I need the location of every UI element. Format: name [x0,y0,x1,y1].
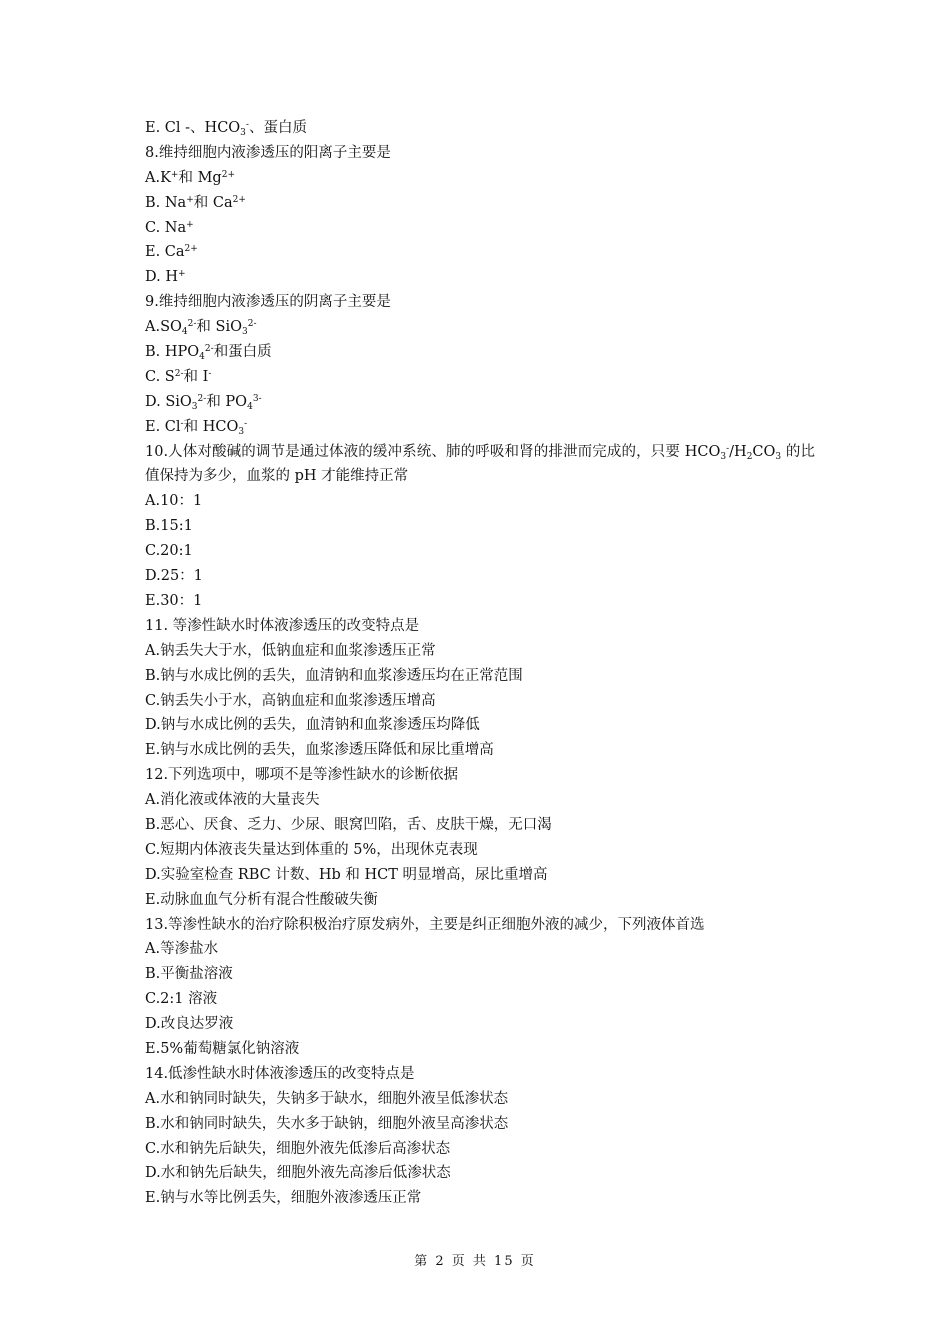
text-line: 13.等渗性缺水的治疗除积极治疗原发病外，主要是纠正细胞外液的减少，下列液体首选 [145,916,705,933]
text-line: E. Cl -、$HCO_3^-$、蛋白质 [145,120,307,138]
text-line: A.等渗盐水 [145,941,219,958]
text-line: D.实验室检查 RBC 计数、Hb 和 HCT 明显增高，尿比重增高 [145,866,548,883]
text-line: E.动脉血血气分析有混合性酸破失衡 [145,891,378,908]
text-line: D.钠与水成比例的丢失，血清钠和血浆渗透压均降低 [145,717,480,734]
text-line: B. Na+和 $Ca^{2+}$ [145,194,246,211]
text-line: D. H+ [145,269,186,286]
text-line: C.钠丢失小于水，高钠血症和血浆渗透压增高 [145,692,436,709]
text-line: C.20:1 [145,543,193,560]
text-line: $A.SO_4^{2-}$和 SiO$_3^{2-}$ [145,319,257,338]
text-line: C. Na+ [145,219,194,236]
text-line: 8.维持细胞内液渗透压的阳离子主要是 [145,144,391,161]
text-line: 10.人体对酸碱的调节是通过体液的缓冲系统、肺的呼吸和肾的排泄而完成的，只要 $HCO_3^-/H_2CO_3$ 的比值保持为多少，血浆的 pH 才能维持正常 [145,443,815,485]
text-line: D. SiO$_3^{2-}$和 $PO_4^{3-}$ [145,393,262,412]
text-line: A.消化液或体液的大量丧失 [145,792,320,809]
text-line: B.恶心、厌食、乏力、少尿、眼窝凹陷，舌、皮肤干燥，无口渴 [145,816,552,833]
text-line: A.10：1 [145,493,203,510]
text-line: 9.维持细胞内液渗透压的阴离子主要是 [145,294,391,311]
text-line: 14.低渗性缺水时体液渗透压的改变特点是 [145,1065,415,1082]
text-line: B.15:1 [145,518,193,535]
text-line: B.钠与水成比例的丢失，血清钠和血浆渗透压均在正常范围 [145,667,523,684]
page-footer: 第 2 页 共 15 页 [414,1254,536,1269]
page-content [145,116,815,1211]
text-line: B. $HPO_4^{2-}$和蛋白质 [145,344,272,363]
text-line: B.水和钠同时缺失，失水多于缺钠，细胞外液呈高渗状态 [145,1115,509,1132]
text-line: A.水和钠同时缺失，失钠多于缺水，细胞外液呈低渗状态 [145,1090,509,1107]
text-line: E. $Ca^{2+}$ [145,244,198,261]
text-line: A.K+和 $Mg^{2+}$ [145,169,235,186]
text-line: E.5%葡萄糖氯化钠溶液 [145,1040,300,1057]
text-line: D.25：1 [145,568,203,585]
text-line: B.平衡盐溶液 [145,966,233,983]
text-line: E. Cl-和 $HCO_3^-$ [145,418,248,437]
text-line: C.2:1 溶液 [145,991,218,1008]
text-line: 12.下列选项中，哪项不是等渗性缺水的诊断依据 [145,767,459,784]
text-line: A.钠丢失大于水，低钠血症和血浆渗透压正常 [145,642,436,659]
text-line: D.改良达罗液 [145,1016,234,1033]
text-line: E.钠与水成比例的丢失，血浆渗透压降低和尿比重增高 [145,742,494,759]
text-line: C.短期内体液丧失量达到体重的 5%，出现休克表现 [145,841,478,858]
text-line: C.水和钠先后缺失，细胞外液先低渗后高渗状态 [145,1140,451,1157]
text-line: E.钠与水等比例丢失，细胞外液渗透压正常 [145,1190,422,1207]
text-line: D.水和钠先后缺失，细胞外液先高渗后低渗状态 [145,1165,451,1182]
text-line: 11. 等渗性缺水时体液渗透压的改变特点是 [145,617,420,634]
text-line: E.30：1 [145,592,203,609]
text-line: C. $S^{2-}$和 I- [145,368,212,385]
